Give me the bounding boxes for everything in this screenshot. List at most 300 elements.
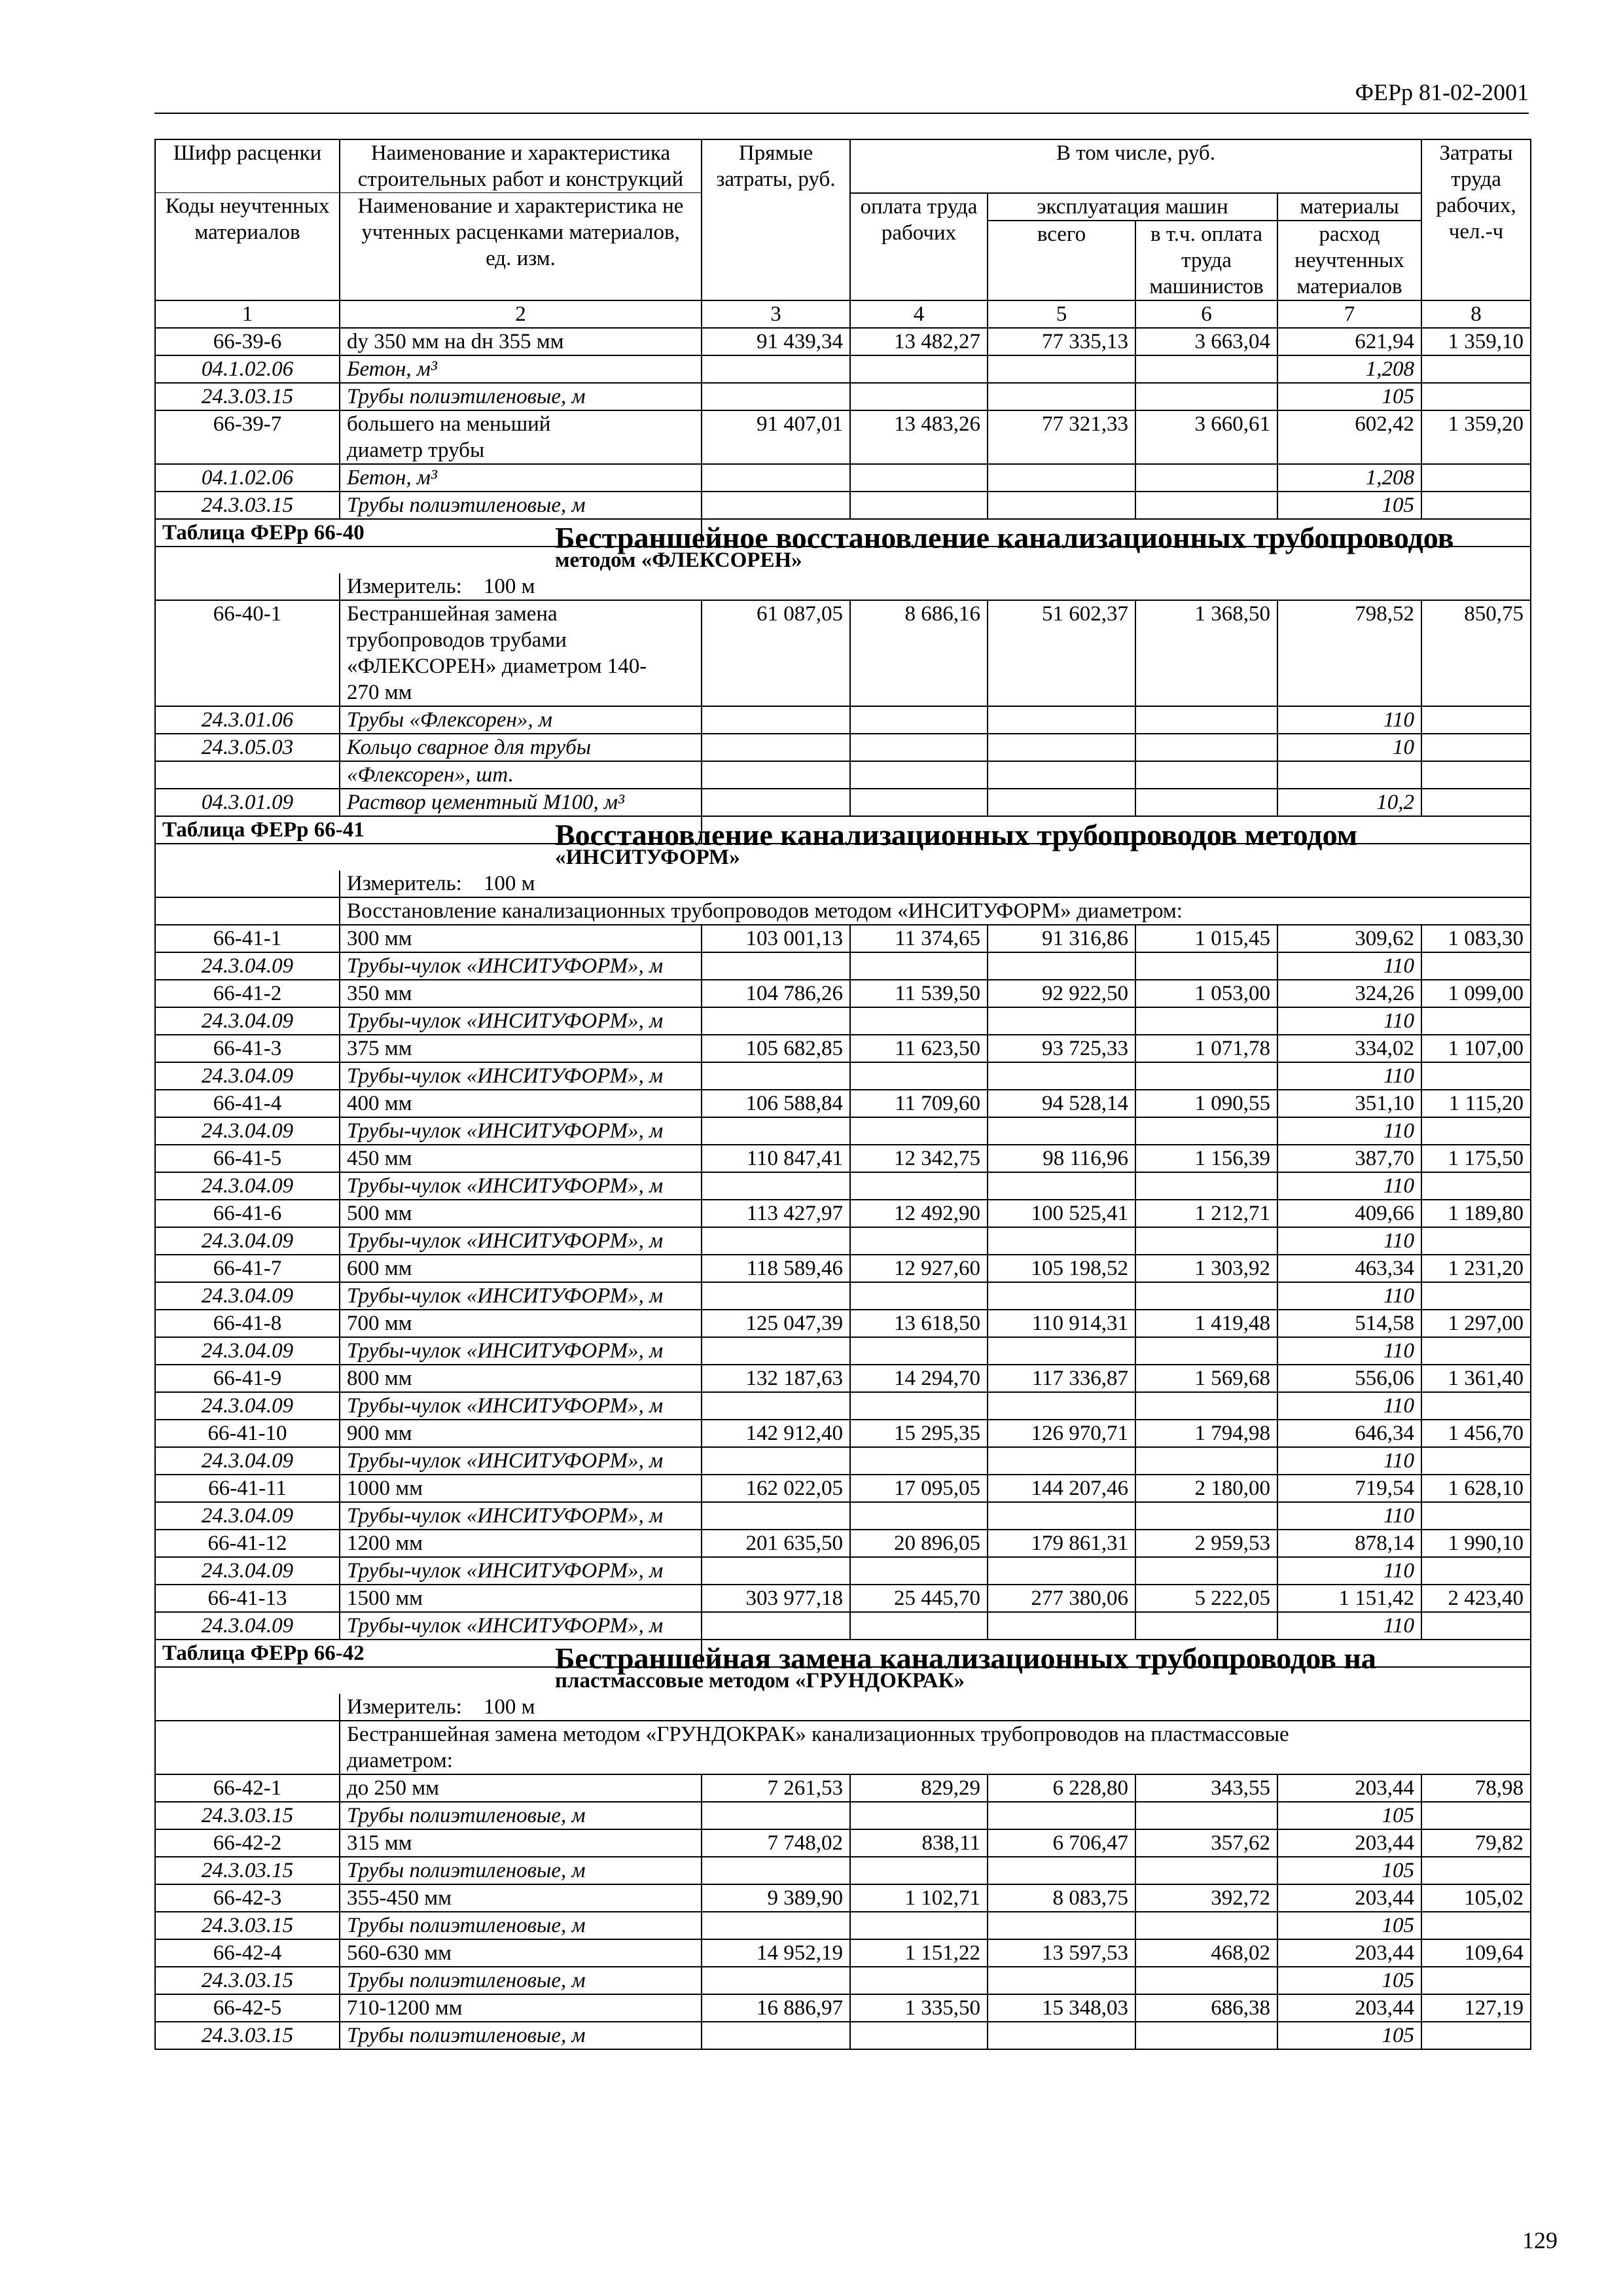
rate-name [340,1035,702,1062]
material-qty: 105 [1277,492,1421,519]
empty-cell [1421,1172,1531,1200]
rate-code: 66-41-8 [155,1310,340,1337]
rate-value: 127,19 [1421,1994,1531,2022]
rate-value: 118 589,46 [702,1255,850,1282]
empty-cell [988,1007,1135,1035]
table-section-header [155,1640,1531,1667]
rate-name [340,1884,702,1912]
rate-name-line: 400 мм [347,1091,412,1115]
empty-cell [988,789,1135,816]
rate-code: 66-39-6 [155,328,340,355]
material-qty [1277,761,1421,789]
rate-code: 66-41-2 [155,980,340,1007]
material-name: Трубы-чулок «ИНСИТУФОРМ», м [340,1117,702,1145]
rate-value: 277 380,06 [988,1585,1135,1612]
material-qty: 105 [1277,1912,1421,1939]
empty-cell [988,1282,1135,1310]
col-machines-labor: в т.ч. оплата труда машинистов [1135,221,1277,300]
empty-cell [1135,1557,1277,1585]
empty-cell [702,464,850,492]
empty-cell [988,1857,1135,1884]
empty-cell [702,2022,850,2049]
rate-value: 13 618,50 [850,1310,988,1337]
material-code: 24.3.03.15 [155,2022,340,2049]
rate-value: 556,06 [1277,1365,1421,1392]
empty-cell [850,734,988,761]
rate-value: 1 189,80 [1421,1200,1531,1227]
empty-cell [850,1172,988,1200]
material-name: Трубы-чулок «ИНСИТУФОРМ», м [340,1337,702,1365]
empty-cell [988,952,1135,980]
rate-value: 514,58 [1277,1310,1421,1337]
material-name: Трубы полиэтиленовые, м [340,1912,702,1939]
rate-row [155,1145,1531,1172]
rate-name [340,1365,702,1392]
rate-value: 91 316,86 [988,925,1135,952]
material-row [155,1337,1531,1365]
material-name: Трубы «Флексорен», м [340,706,702,734]
empty-cell [988,1802,1135,1829]
empty-cell [1421,1337,1531,1365]
material-row [155,734,1531,761]
rate-row [155,1035,1531,1062]
header-row [155,139,1531,193]
table-section-header [155,519,1531,547]
empty-cell [702,761,850,789]
rate-row [155,1310,1531,1337]
empty-cell [850,2022,988,2049]
empty-cell [702,1557,850,1585]
measure-row [155,870,1531,897]
rate-value: 78,98 [1421,1774,1531,1802]
empty-cell [1421,2022,1531,2049]
measure-unit: Измеритель: 100 м [340,573,1531,600]
material-code: 04.1.02.06 [155,355,340,383]
empty-cell [988,355,1135,383]
material-name: Трубы-чулок «ИНСИТУФОРМ», м [340,1447,702,1475]
rate-value: 2 180,00 [1135,1475,1277,1502]
rate-name-line: 350 мм [347,981,412,1005]
rate-name-line: 600 мм [347,1256,412,1280]
column-number: 5 [988,300,1135,328]
rate-value: 1 151,22 [850,1939,988,1967]
rate-value: 1 156,39 [1135,1145,1277,1172]
rate-value: 1 231,20 [1421,1255,1531,1282]
rate-value: 1 361,40 [1421,1365,1531,1392]
empty-cell [1135,734,1277,761]
empty-cell [850,355,988,383]
table-title-line: Восстановление канализационных трубопроводов методом [555,817,1358,852]
rate-value: 463,34 [1277,1255,1421,1282]
material-code: 24.3.03.15 [155,1857,340,1884]
material-row [155,1392,1531,1420]
rate-value: 1 053,00 [1135,980,1277,1007]
rate-row [155,1255,1531,1282]
rate-value: 1 569,68 [1135,1365,1277,1392]
rate-value: 142 912,40 [702,1420,850,1447]
rate-value: 16 886,97 [702,1994,850,2022]
material-row [155,1557,1531,1585]
material-name: Трубы полиэтиленовые, м [340,2022,702,2049]
rate-name-line: «ФЛЕКСОРЕН» диаметром 140- [347,654,647,678]
rate-row [155,1420,1531,1447]
material-name: Кольцо сварное для трубы [340,734,702,761]
rate-value: 829,29 [850,1774,988,1802]
rate-value: 17 095,05 [850,1475,988,1502]
rate-value: 106 588,84 [702,1090,850,1117]
measure-unit: Измеритель: 100 м [340,1694,1531,1721]
material-code: 04.1.02.06 [155,464,340,492]
empty-cell [1421,1557,1531,1585]
rate-name [340,1774,702,1802]
rate-value: 1 175,50 [1421,1145,1531,1172]
rate-value: 8 686,16 [850,600,988,706]
rate-value: 15 295,35 [850,1420,988,1447]
material-code: 24.3.01.06 [155,706,340,734]
rate-code: 66-41-3 [155,1035,340,1062]
rate-value: 100 525,41 [988,1200,1135,1227]
empty-cell [850,952,988,980]
material-row [155,2022,1531,2049]
table-title-line: Бестраншейная замена канализационных трубопроводов на [555,1641,1376,1675]
rate-value: 12 927,60 [850,1255,988,1282]
rate-value: 309,62 [1277,925,1421,952]
rate-value: 105 682,85 [702,1035,850,1062]
empty-cell [850,1557,988,1585]
material-name: «Флексорен», шт. [340,761,702,789]
empty-cell [1135,789,1277,816]
rate-name [340,1145,702,1172]
rate-name-line: Бестраншейная замена [347,601,558,626]
empty-cell [702,1282,850,1310]
material-name: Трубы-чулок «ИНСИТУФОРМ», м [340,1227,702,1255]
rate-name [340,1200,702,1227]
material-code: 04.3.01.09 [155,789,340,816]
rate-value: 838,11 [850,1829,988,1857]
table-title: «ИНСИТУФОРМ» [155,844,1531,870]
intro-row [155,897,1531,925]
empty-cell [1421,1282,1531,1310]
material-name: Трубы-чулок «ИНСИТУФОРМ», м [340,1062,702,1090]
rate-value: 357,62 [1135,1829,1277,1857]
empty-cell [702,734,850,761]
rate-name [340,980,702,1007]
material-qty: 105 [1277,1857,1421,1884]
empty-cell [1135,1282,1277,1310]
col-materials: материалы [1277,193,1421,221]
material-row [155,1612,1531,1640]
rate-row [155,1939,1531,1967]
empty-cell [702,1912,850,1939]
empty-cell [988,464,1135,492]
empty-cell [702,789,850,816]
material-qty: 1,208 [1277,355,1421,383]
empty-cell [1421,492,1531,519]
material-code: 24.3.04.09 [155,1172,340,1200]
material-qty: 110 [1277,1337,1421,1365]
empty-cell [1421,383,1531,410]
empty-cell [1421,1802,1531,1829]
rate-value: 203,44 [1277,1774,1421,1802]
material-qty: 110 [1277,1282,1421,1310]
material-qty: 110 [1277,1062,1421,1090]
rate-value: 113 427,97 [702,1200,850,1227]
rate-value: 132 187,63 [702,1365,850,1392]
rate-value: 13 483,26 [850,410,988,464]
rate-value: 117 336,87 [988,1365,1135,1392]
rate-code: 66-41-7 [155,1255,340,1282]
empty-cell [1135,1447,1277,1475]
empty-cell [1421,761,1531,789]
empty-cell [988,1557,1135,1585]
material-name: Трубы-чулок «ИНСИТУФОРМ», м [340,1007,702,1035]
rate-code: 66-41-6 [155,1200,340,1227]
empty-cell [850,1337,988,1365]
empty-cell [1135,492,1277,519]
rate-value: 1 419,48 [1135,1310,1277,1337]
rate-value: 126 970,71 [988,1420,1135,1447]
rate-value: 14 952,19 [702,1939,850,1967]
rate-code: 66-40-1 [155,600,340,706]
rate-value: 1 115,20 [1421,1090,1531,1117]
empty-cell [1421,1912,1531,1939]
rate-code: 66-42-5 [155,1994,340,2022]
rate-value: 11 539,50 [850,980,988,1007]
empty-cell [702,1227,850,1255]
rate-value: 125 047,39 [702,1310,850,1337]
empty-cell [1135,1392,1277,1420]
material-row [155,1282,1531,1310]
rate-value: 1 102,71 [850,1884,988,1912]
rate-value: 110 847,41 [702,1145,850,1172]
rate-value: 15 348,03 [988,1994,1135,2022]
col-materials-sub: расход неучтенных материалов [1277,221,1421,300]
rate-value: 91 407,01 [702,410,850,464]
material-qty: 110 [1277,1392,1421,1420]
empty-cell [850,1117,988,1145]
empty-cell [1135,1007,1277,1035]
material-qty: 110 [1277,1227,1421,1255]
material-code: 24.3.04.09 [155,952,340,980]
rate-name-line: до 250 мм [347,1776,440,1800]
rate-value: 7 261,53 [702,1774,850,1802]
rate-value: 94 528,14 [988,1090,1135,1117]
rate-value: 1 359,20 [1421,410,1531,464]
rate-name-line: dу 350 мм на dн 355 мм [347,329,564,353]
material-row [155,492,1531,519]
material-name: Трубы-чулок «ИНСИТУФОРМ», м [340,1392,702,1420]
empty-cell [1135,706,1277,734]
empty-cell [1135,1857,1277,1884]
material-qty: 110 [1277,1557,1421,1585]
material-code: 24.3.03.15 [155,492,340,519]
empty-cell [1135,1912,1277,1939]
rate-name [340,1994,702,2022]
table-label-text: Таблица ФЕРр 66-40 [162,520,365,545]
material-qty: 110 [1277,706,1421,734]
empty-cell [1135,1612,1277,1640]
rate-name [340,925,702,952]
material-qty: 105 [1277,1967,1421,1994]
rate-value: 98 116,96 [988,1145,1135,1172]
empty-cell [702,1447,850,1475]
material-name: Трубы полиэтиленовые, м [340,1857,702,1884]
empty-cell [850,789,988,816]
material-code: 24.3.04.09 [155,1612,340,1640]
rate-code: 66-41-11 [155,1475,340,1502]
column-number: 2 [340,300,702,328]
material-qty: 110 [1277,1172,1421,1200]
empty-cell [702,1857,850,1884]
rate-value: 1 083,30 [1421,925,1531,952]
empty-cell [1135,1802,1277,1829]
intro-row [155,1721,1531,1774]
empty-cell [988,1502,1135,1530]
rate-value: 1 794,98 [1135,1420,1277,1447]
material-row [155,1172,1531,1200]
rate-value: 646,34 [1277,1420,1421,1447]
empty-cell [702,1007,850,1035]
rate-row [155,1829,1531,1857]
material-row [155,1062,1531,1090]
rate-value: 25 445,70 [850,1585,988,1612]
table-title: методом «ФЛЕКСОРЕН» [155,547,1531,573]
rate-value: 686,38 [1135,1994,1277,2022]
rate-name-line: 1200 мм [347,1531,423,1555]
column-number: 6 [1135,300,1277,328]
rate-value: 8 083,75 [988,1884,1135,1912]
empty-cell [850,1392,988,1420]
rate-name-line: 1500 мм [347,1586,423,1610]
rate-name [340,1420,702,1447]
material-code [155,761,340,789]
material-code: 24.3.03.15 [155,1912,340,1939]
material-qty: 110 [1277,1502,1421,1530]
rate-value: 1 456,70 [1421,1420,1531,1447]
col-name-top: Наименование и характеристика строительных работ и конструкций [340,139,702,193]
empty-cell [702,1802,850,1829]
page-number: 129 [1522,2227,1558,2253]
rate-row [155,1365,1531,1392]
rate-code: 66-42-1 [155,1774,340,1802]
rate-name [340,1585,702,1612]
col-labor-pay: оплата труда рабочих [850,193,988,300]
rate-value: 144 207,46 [988,1475,1135,1502]
rate-value: 51 602,37 [988,600,1135,706]
rate-value: 14 294,70 [850,1365,988,1392]
empty-cell [1135,464,1277,492]
rate-value: 105 198,52 [988,1255,1135,1282]
rate-value: 91 439,34 [702,328,850,355]
material-row [155,1447,1531,1475]
column-number: 4 [850,300,988,328]
column-number: 8 [1421,300,1531,328]
col-code-bottom: Коды неучтенных материалов [155,193,340,300]
empty-cell [988,1447,1135,1475]
rate-value: 409,66 [1277,1200,1421,1227]
rate-value: 1 303,92 [1135,1255,1277,1282]
material-code: 24.3.04.09 [155,1117,340,1145]
rate-code: 66-42-2 [155,1829,340,1857]
rate-row [155,1884,1531,1912]
material-name: Раствор цементный М100, м³ [340,789,702,816]
empty-cell [850,1612,988,1640]
rate-value: 103 001,13 [702,925,850,952]
rate-row [155,600,1531,706]
material-qty: 1,208 [1277,464,1421,492]
empty-cell [850,1912,988,1939]
empty-cell [988,1912,1135,1939]
rate-value: 203,44 [1277,1829,1421,1857]
intro-line: Бестраншейная замена методом «ГРУНДОКРАК» канализационных трубопроводов на пластмассовые [347,1722,1289,1746]
rate-row [155,1530,1531,1557]
material-qty: 10 [1277,734,1421,761]
material-qty: 105 [1277,1802,1421,1829]
rate-value: 77 321,33 [988,410,1135,464]
empty-cell [850,1007,988,1035]
rate-value: 79,82 [1421,1829,1531,1857]
rate-value: 93 725,33 [988,1035,1135,1062]
material-name: Трубы-чулок «ИНСИТУФОРМ», м [340,1282,702,1310]
empty-cell [850,1802,988,1829]
rate-value: 179 861,31 [988,1530,1135,1557]
empty-cell [1421,1967,1531,1994]
material-code: 24.3.04.09 [155,1557,340,1585]
material-row [155,355,1531,383]
empty-cell [988,1117,1135,1145]
empty-cell [850,1967,988,1994]
empty-cell [850,383,988,410]
column-number: 1 [155,300,340,328]
material-name: Трубы полиэтиленовые, м [340,492,702,519]
rate-value: 11 709,60 [850,1090,988,1117]
material-code: 24.3.04.09 [155,1337,340,1365]
empty-cell [1421,1007,1531,1035]
empty-cell [850,1447,988,1475]
table-label-text: Таблица ФЕРр 66-41 [162,817,365,842]
material-row [155,1117,1531,1145]
rate-value: 11 374,65 [850,925,988,952]
empty-cell [1135,761,1277,789]
empty-cell [1135,1062,1277,1090]
material-row [155,1912,1531,1939]
empty-cell [1421,706,1531,734]
empty-cell [850,464,988,492]
rate-code: 66-41-13 [155,1585,340,1612]
rate-value: 468,02 [1135,1939,1277,1967]
material-row [155,1007,1531,1035]
rate-name-line: 355-450 мм [347,1886,452,1910]
rate-row [155,1585,1531,1612]
empty-cell [1421,355,1531,383]
document-code: ФЕРр 81-02-2001 [154,72,1529,114]
rate-row [155,925,1531,952]
empty-cell [850,706,988,734]
measure-row [155,573,1531,600]
material-code: 24.3.05.03 [155,734,340,761]
material-qty: 110 [1277,1007,1421,1035]
column-number: 3 [702,300,850,328]
empty-cell [1135,355,1277,383]
rate-value: 77 335,13 [988,328,1135,355]
empty-cell [1421,1502,1531,1530]
column-number: 7 [1277,300,1421,328]
rate-name [340,1090,702,1117]
rate-code: 66-41-1 [155,925,340,952]
rate-value: 92 922,50 [988,980,1135,1007]
material-name: Трубы-чулок «ИНСИТУФОРМ», м [340,1612,702,1640]
rate-value: 798,52 [1277,600,1421,706]
